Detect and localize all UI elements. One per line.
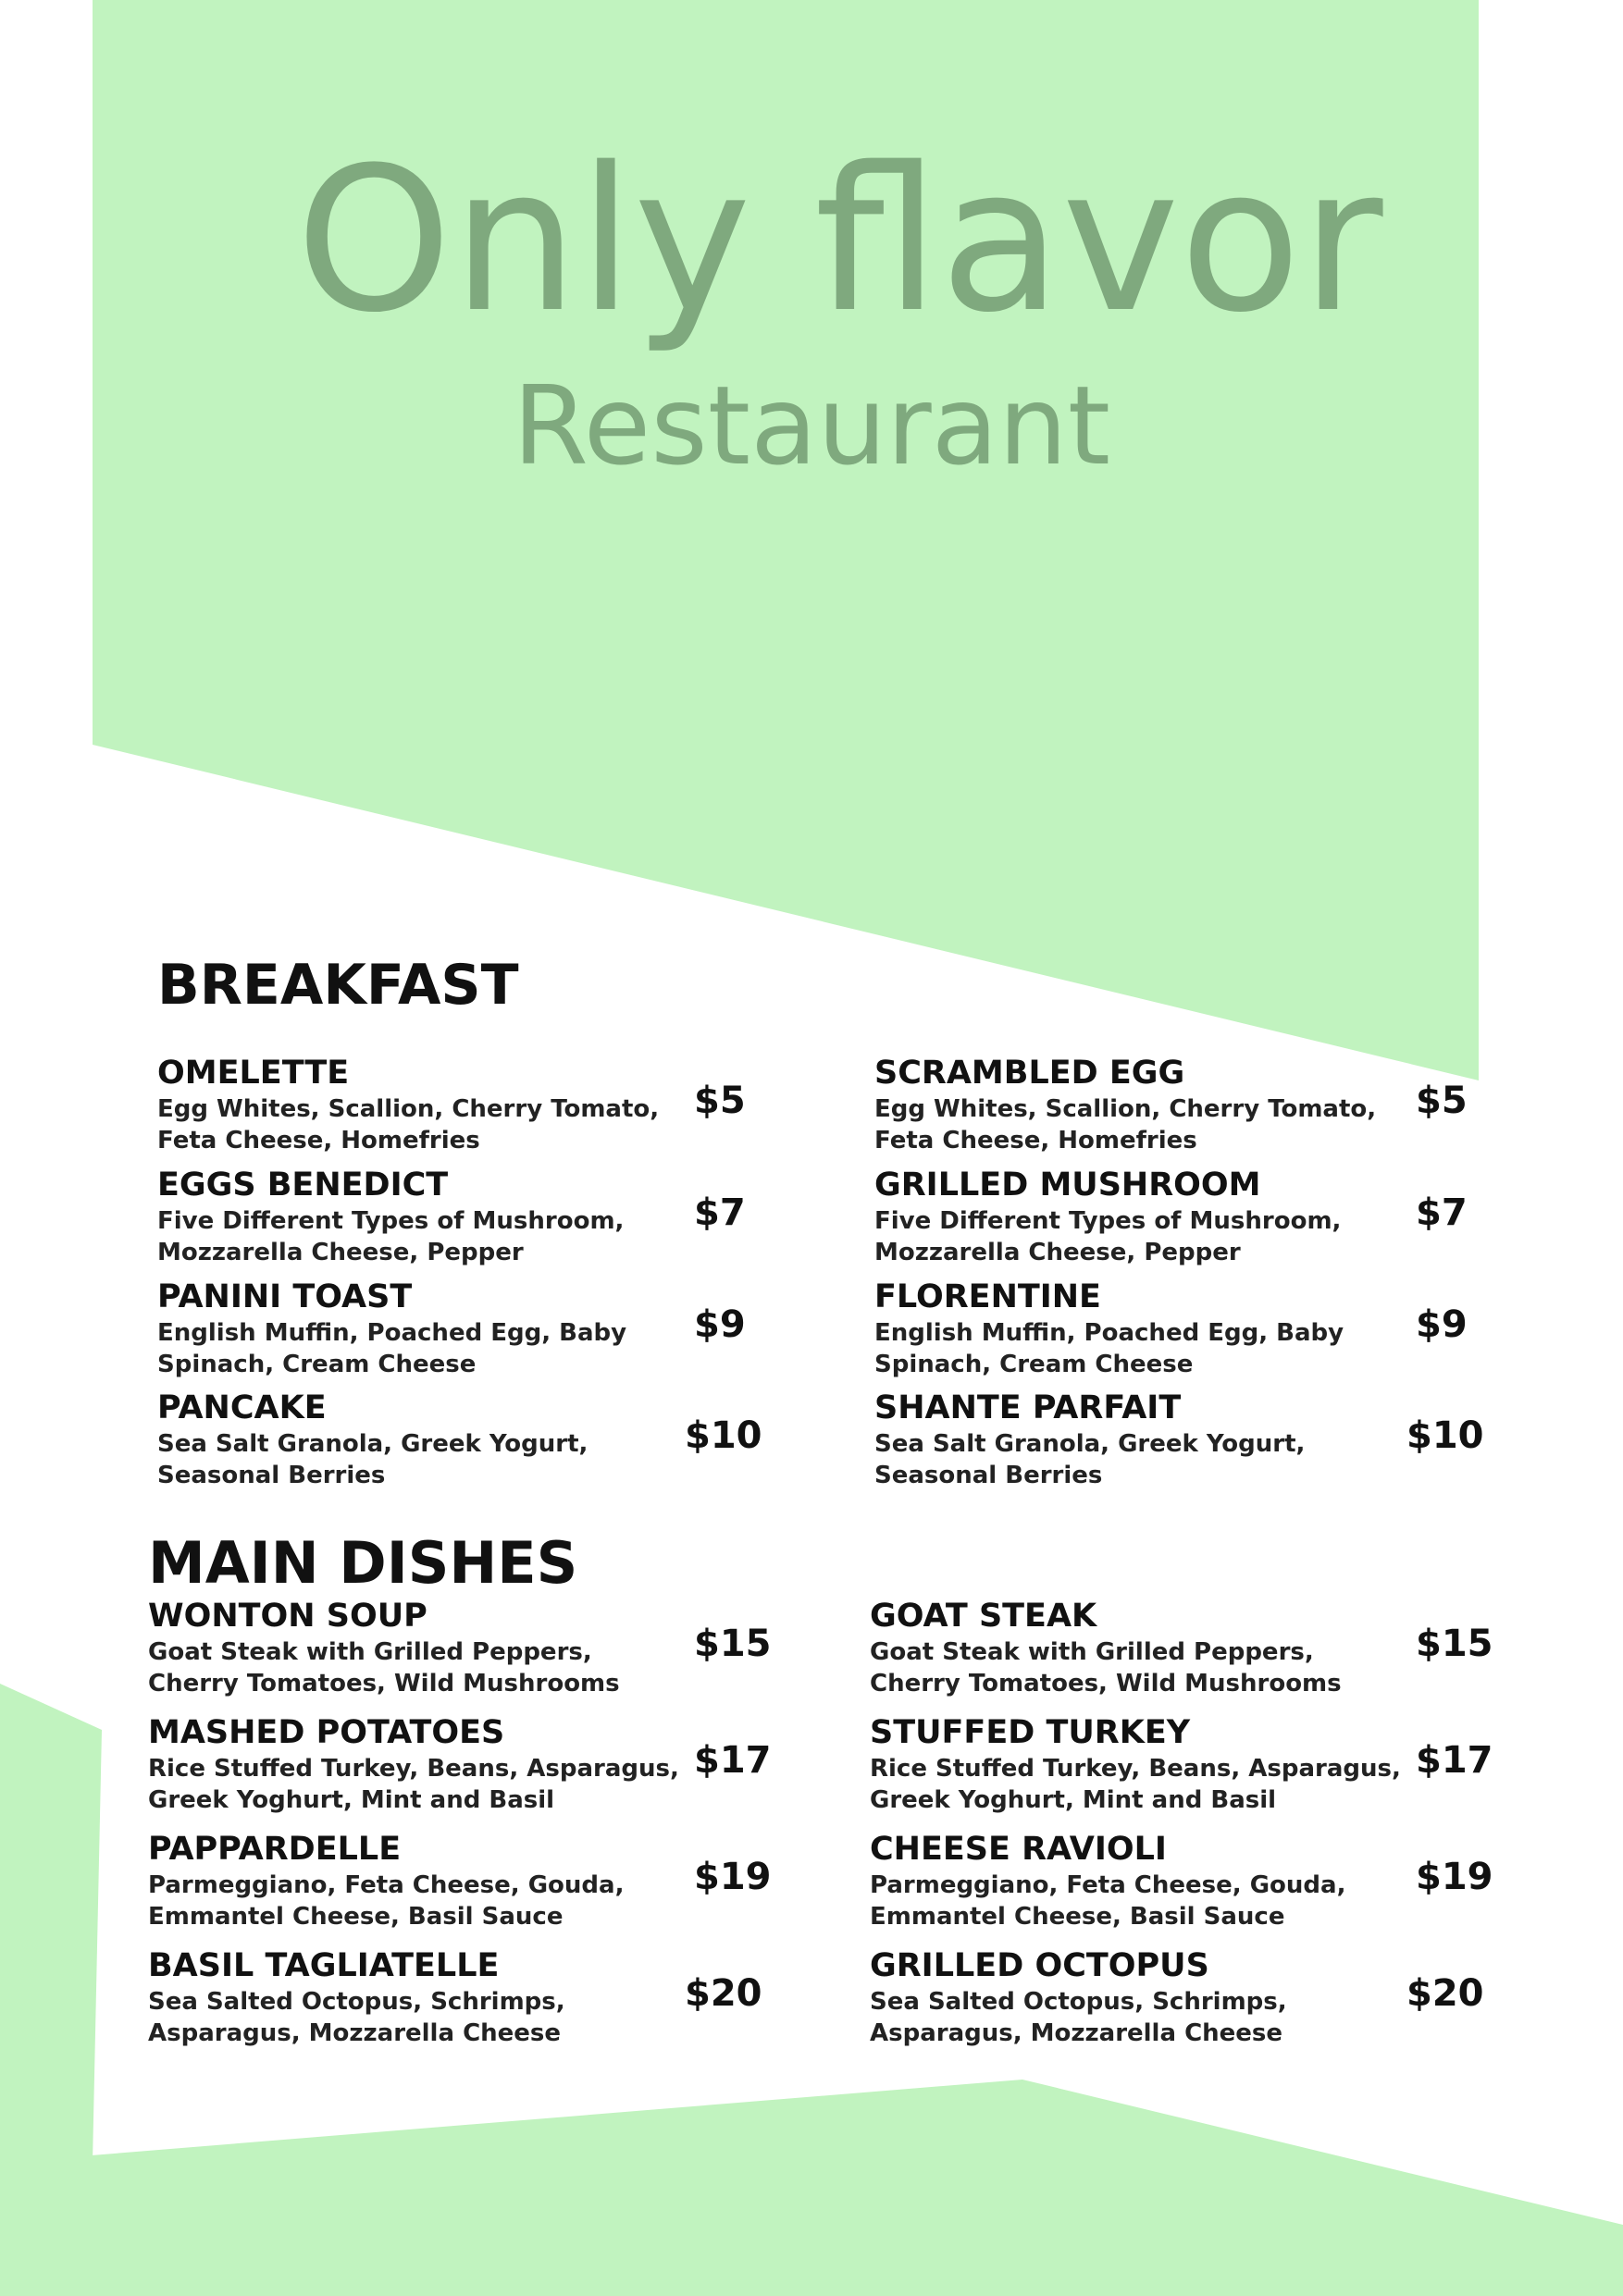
menu-item [870, 1598, 1493, 1699]
menu-item-description [870, 1753, 1401, 1816]
menu-item-price: $17 [1416, 1739, 1493, 1782]
menu-item-description [148, 1986, 648, 2049]
menu-item-description-line: Sea Salted Octopus, Schrimps, [870, 1988, 1287, 2016]
menu-item [157, 1167, 759, 1268]
menu-item-description-line: Parmeggiano, Feta Cheese, Gouda, [148, 1871, 625, 1899]
section-title-main-dishes: MAIN DISHES [148, 1529, 578, 1597]
section-title-breakfast: BREAKFAST [157, 953, 519, 1018]
menu-item-description [157, 1317, 657, 1380]
menu-item-description-line: Feta Cheese, Homefries [157, 1127, 480, 1154]
menu-item-description-line: Rice Stuffed Turkey, Beans, Asparagus, [148, 1755, 679, 1783]
menu-item-price: $20 [1406, 1972, 1484, 2015]
menu-item-price: $5 [1416, 1080, 1468, 1122]
menu-item-description-line: Spinach, Cream Cheese [157, 1351, 477, 1378]
restaurant-title: Only flavor [295, 124, 1383, 356]
menu-item-price: $19 [1416, 1856, 1493, 1898]
menu-item-description-line: Parmeggiano, Feta Cheese, Gouda, [870, 1871, 1346, 1899]
menu-item-description-line: Mozzarella Cheese, Pepper [157, 1239, 524, 1266]
menu-item [148, 1947, 762, 2049]
menu-item-name: SCRAMBLED EGG [874, 1055, 1185, 1092]
menu-item-description-line: Asparagus, Mozzarella Cheese [148, 2019, 562, 2047]
menu-item-description [870, 1870, 1369, 1932]
menu-item-price: $15 [694, 1623, 772, 1665]
menu-item-description-line: Egg Whites, Scallion, Cherry Tomato, [157, 1095, 660, 1123]
menu-item-name: GRILLED MUSHROOM [874, 1167, 1261, 1204]
menu-item-description-line: Cherry Tomatoes, Wild Mushrooms [148, 1670, 620, 1697]
menu-item-description-line: Rice Stuffed Turkey, Beans, Asparagus, [870, 1755, 1401, 1783]
menu-item-name: PANCAKE [157, 1389, 327, 1426]
menu-item [874, 1389, 1484, 1491]
menu-item-description-line: Cherry Tomatoes, Wild Mushrooms [870, 1670, 1342, 1697]
menu-item-description-line: English Muffin, Poached Egg, Baby [157, 1319, 627, 1347]
menu-item-description [148, 1636, 648, 1699]
menu-item-name: GRILLED OCTOPUS [870, 1947, 1209, 1984]
menu-item-price: $17 [694, 1739, 772, 1782]
menu-item-price: $7 [694, 1191, 746, 1234]
menu-item-description [870, 1986, 1369, 2049]
menu-item [148, 1831, 772, 1932]
menu-item-description [148, 1753, 679, 1816]
menu-item-description-line: English Muffin, Poached Egg, Baby [874, 1319, 1344, 1347]
menu-item-description-line: Seasonal Berries [157, 1462, 386, 1489]
left-green-shape [0, 1684, 102, 2163]
menu-item-description-line: Seasonal Berries [874, 1462, 1103, 1489]
menu-item-description [148, 1870, 648, 1932]
menu-item-name: SHANTE PARFAIT [874, 1389, 1182, 1426]
menu-item [874, 1055, 1476, 1156]
menu-item-description-line: Greek Yoghurt, Mint and Basil [870, 1786, 1277, 1814]
menu-item-price: $19 [694, 1856, 772, 1898]
menu-item [157, 1389, 762, 1491]
menu-item-description-line: Emmantel Cheese, Basil Sauce [148, 1903, 564, 1931]
menu-item-description-line: Goat Steak with Grilled Peppers, [148, 1638, 592, 1666]
menu-item-description-line: Emmantel Cheese, Basil Sauce [870, 1903, 1285, 1931]
menu-item-name: STUFFED TURKEY [870, 1714, 1191, 1751]
bottom-green-shape [0, 2080, 1623, 2296]
menu-item-description-line: Goat Steak with Grilled Peppers, [870, 1638, 1314, 1666]
menu-item [148, 1598, 772, 1699]
menu-item-name: FLORENTINE [874, 1278, 1101, 1315]
menu-item-name: CHEESE RAVIOLI [870, 1831, 1167, 1868]
menu-item-description [157, 1428, 657, 1491]
menu-item-description [874, 1093, 1377, 1156]
menu-item-name: BASIL TAGLIATELLE [148, 1947, 500, 1984]
menu-item-name: EGGS BENEDICT [157, 1167, 449, 1204]
menu-item-name: PANINI TOAST [157, 1278, 413, 1315]
menu-item-price: $10 [685, 1414, 762, 1457]
menu-item-description-line: Sea Salt Granola, Greek Yogurt, [874, 1430, 1306, 1458]
menu-item-price: $7 [1416, 1191, 1468, 1234]
menu-item [157, 1055, 759, 1156]
menu-item-name: WONTON SOUP [148, 1598, 427, 1635]
menu-item [870, 1831, 1493, 1932]
menu-item-description-line: Greek Yoghurt, Mint and Basil [148, 1786, 555, 1814]
menu-item-description-line: Sea Salt Granola, Greek Yogurt, [157, 1430, 588, 1458]
menu-item-price: $9 [694, 1303, 746, 1346]
menu-item-name: PAPPARDELLE [148, 1831, 402, 1868]
menu-item [874, 1167, 1476, 1268]
menu-item-description [870, 1636, 1369, 1699]
menu-item-price: $9 [1416, 1303, 1468, 1346]
menu-item-price: $5 [694, 1080, 746, 1122]
menu-item-price: $20 [685, 1972, 762, 2015]
menu-item-description-line: Egg Whites, Scallion, Cherry Tomato, [874, 1095, 1377, 1123]
menu-item-description-line: Mozzarella Cheese, Pepper [874, 1239, 1241, 1266]
menu-item-name: OMELETTE [157, 1055, 350, 1092]
menu-item-description-line: Five Different Types of Mushroom, [874, 1207, 1342, 1235]
menu-item-description [157, 1093, 660, 1156]
menu-item-name: GOAT STEAK [870, 1598, 1097, 1635]
menu-item-description [157, 1205, 657, 1268]
menu-item-description-line: Asparagus, Mozzarella Cheese [870, 2019, 1283, 2047]
menu-item [157, 1278, 759, 1380]
menu-item-description-line: Feta Cheese, Homefries [874, 1127, 1197, 1154]
menu-item-description [874, 1205, 1374, 1268]
restaurant-subtitle: Restaurant [512, 362, 1110, 489]
menu-item-description [874, 1428, 1374, 1491]
menu-item-name: MASHED POTATOES [148, 1714, 505, 1751]
menu-item [148, 1714, 772, 1816]
menu-item [870, 1714, 1493, 1816]
menu-item-description [874, 1317, 1374, 1380]
menu-item [874, 1278, 1476, 1380]
menu-item-description-line: Five Different Types of Mushroom, [157, 1207, 625, 1235]
menu-item-price: $15 [1416, 1623, 1493, 1665]
menu-item-description-line: Spinach, Cream Cheese [874, 1351, 1194, 1378]
menu-item-price: $10 [1406, 1414, 1484, 1457]
menu-item [870, 1947, 1484, 2049]
menu-item-description-line: Sea Salted Octopus, Schrimps, [148, 1988, 565, 2016]
